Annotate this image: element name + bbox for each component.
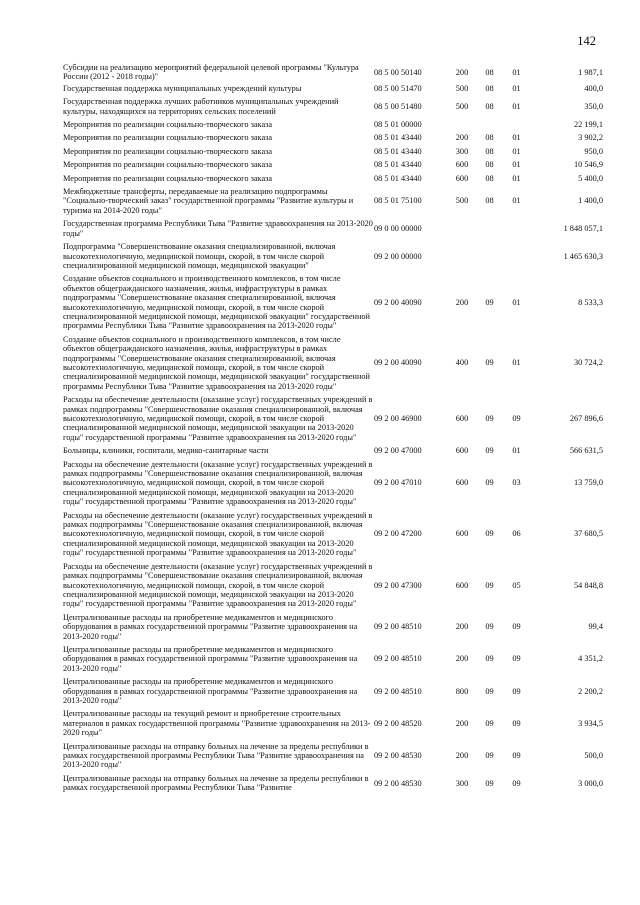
row-name-cell: Подпрограмма "Совершенствование оказания специализированной, включая высокотехнологичную, медицинской помощи, скорой, в том числе скорой специализированной медицинской помощи, медицинской эвакуации" <box>63 242 336 270</box>
row-name-cell: Централизованные расходы на отправку больных на лечение за пределы республики в рамках государственной программы Республики Тыва "Развитие <box>63 773 369 793</box>
row-section-cell <box>476 120 503 133</box>
row-code-cell: 08 5 01 75100 <box>374 196 422 206</box>
row-amount-cell: 566 631,5 <box>569 446 603 456</box>
table-row <box>63 160 603 173</box>
row-amount-cell: 5 400,0 <box>578 173 603 183</box>
row-expense-type-cell: 200 <box>455 654 469 664</box>
row-amount-cell: 4 351,2 <box>578 654 603 664</box>
table-row <box>63 562 603 613</box>
row-amount-cell: 1 848 057,1 <box>563 223 603 233</box>
row-code-cell: 09 2 00 00000 <box>374 251 422 261</box>
row-subsection-cell: 09 <box>512 654 521 664</box>
row-amount-cell: 3 902,2 <box>578 133 603 143</box>
row-code-cell: 08 5 01 43440 <box>374 146 422 156</box>
row-section-cell: 09 <box>485 297 494 307</box>
row-subsection-cell <box>503 242 530 274</box>
row-expense-type-cell: 500 <box>455 101 469 111</box>
row-subsection-cell: 01 <box>512 358 521 368</box>
row-amount-cell: 1 987,1 <box>578 67 603 77</box>
row-section-cell: 09 <box>485 622 494 632</box>
row-name-cell: Мероприятия по реализации социально-творческого заказа <box>63 173 273 183</box>
row-section-cell: 08 <box>485 67 494 77</box>
table-row <box>63 709 603 741</box>
row-code-cell: 09 2 00 48520 <box>374 718 422 728</box>
row-name-cell: Расходы на обеспечение деятельности (оказание услуг) государственных учреждений в рамках подпрограммы "Совершенствование оказания специализированной, включая высокотехнологичную, медицинской помощи, скорой, в том числе скорой специализированной медицинской помощи, медицинской эвакуации на 2013-2020 годы" государственной программы "Развитие здравоохранения на 2013-2020 годы" <box>63 510 373 558</box>
table-row <box>63 511 603 562</box>
row-name-cell: Централизованные расходы на приобретение медикаментов и медицинского оборудования в рамках государственной программы "Развитие здравоохранения на 2013-2020 годы" <box>63 612 358 641</box>
row-section-cell: 08 <box>485 173 494 183</box>
row-expense-type-cell: 800 <box>455 686 469 696</box>
row-code-cell: 09 2 00 47010 <box>374 478 422 488</box>
row-code-cell: 08 5 01 43440 <box>374 133 422 143</box>
table-row <box>63 446 603 459</box>
row-subsection-cell: 01 <box>512 297 521 307</box>
table-row <box>63 219 603 242</box>
row-amount-cell: 10 546,9 <box>573 160 603 170</box>
row-section-cell: 08 <box>485 133 494 143</box>
row-section-cell <box>476 219 503 242</box>
row-expense-type-cell: 600 <box>455 529 469 539</box>
row-section-cell: 08 <box>485 196 494 206</box>
row-name-cell: Субсидии на реализацию мероприятий федеральной целевой программы "Культура России (2012 - 2018 годы)" <box>63 63 359 82</box>
row-section-cell: 09 <box>485 478 494 488</box>
row-section-cell: 08 <box>485 160 494 170</box>
row-section-cell: 09 <box>485 446 494 456</box>
row-name-cell: Централизованные расходы на текущий ремонт и приобретение строительных материалов в рамках государственной программы "Развитие здравоохранения на 2013-2020 годы" <box>63 709 371 738</box>
row-amount-cell: 2 200,2 <box>578 686 603 696</box>
row-amount-cell: 3 000,0 <box>578 778 603 788</box>
row-expense-type-cell: 600 <box>455 580 469 590</box>
row-subsection-cell: 09 <box>512 751 521 760</box>
row-name-cell: Создание объектов социального и производственного комплексов, в том числе объектов общегражданского назначения, жилья, инфраструктуры в рамках подпрограммы "Совершенствование оказания специализированной, включая высокотехнологичную, медицинской помощи, скорой, в том числе скорой специализированной медицинской помощи, медицинской эвакуации" государственной программы Республики Тыва "Развитие здравоохранения на 2013-2020 годы" <box>63 274 370 331</box>
row-expense-type-cell: 600 <box>455 414 469 423</box>
row-amount-cell: 37 680,5 <box>573 529 603 539</box>
row-code-cell: 09 2 00 47000 <box>374 446 422 456</box>
row-amount-cell: 950,0 <box>584 146 603 156</box>
row-code-cell: 09 2 00 46900 <box>374 414 422 423</box>
table-row <box>63 174 603 187</box>
row-code-cell: 09 2 00 47200 <box>374 529 422 539</box>
row-expense-type-cell: 300 <box>455 146 469 156</box>
table-row <box>63 97 603 120</box>
row-expense-type-cell <box>448 219 476 242</box>
page-number: 142 <box>577 34 596 48</box>
row-subsection-cell: 06 <box>512 529 521 539</box>
row-expense-type-cell: 600 <box>455 173 469 183</box>
row-amount-cell: 8 533,3 <box>578 297 603 307</box>
table-row <box>63 774 603 797</box>
row-expense-type-cell: 200 <box>455 751 469 760</box>
row-subsection-cell: 01 <box>512 446 521 456</box>
row-section-cell: 09 <box>485 654 494 664</box>
row-name-cell: Централизованные расходы на приобретение медикаментов и медицинского оборудования в рамках государственной программы "Развитие здравоохранения на 2013-2020 годы" <box>63 677 358 705</box>
row-section-cell: 08 <box>485 83 494 93</box>
row-name-cell: Больницы, клиники, госпитали, медико-санитарные части <box>63 446 269 456</box>
row-code-cell: 09 2 00 48530 <box>374 778 422 788</box>
table-row <box>63 335 603 395</box>
row-subsection-cell: 01 <box>512 160 521 170</box>
row-expense-type-cell: 600 <box>455 478 469 488</box>
row-subsection-cell: 01 <box>512 67 521 77</box>
row-code-cell: 08 5 01 43440 <box>374 160 422 170</box>
row-expense-type-cell: 200 <box>455 67 469 77</box>
row-code-cell: 09 2 00 40090 <box>374 297 422 307</box>
row-expense-type-cell: 600 <box>455 446 469 456</box>
row-name-cell: Создание объектов социального и производственного комплексов, в том числе объектов общегражданского назначения, жилья, инфраструктуры в рамках подпрограммы "Совершенствование оказания специализированной, включая высокотехнологичную, медицинской помощи, скорой, в том числе скорой специализированной медицинской помощи, медицинской эвакуации" государственной программы Республики Тыва "Развитие здравоохранения на 2013-2020 годы" <box>63 334 370 391</box>
budget-table-body <box>63 63 603 797</box>
row-section-cell: 09 <box>485 529 494 539</box>
row-amount-cell: 500,0 <box>584 751 603 760</box>
row-subsection-cell: 01 <box>512 133 521 143</box>
row-code-cell: 09 2 00 48530 <box>374 751 422 760</box>
row-amount-cell: 54 848,8 <box>573 580 603 590</box>
row-name-cell: Расходы на обеспечение деятельности (оказание услуг) государственных учреждений в рамках подпрограммы "Совершенствование оказания специализированной, включая высокотехнологичную, медицинской помощи, скорой, в том числе скорой специализированной медицинской помощи, медицинской эвакуации на 2013-2020 годы" государственной программы "Развитие здравоохранения на 2013-2020 годы" <box>63 561 373 609</box>
row-name-cell: Расходы на обеспечение деятельности (оказание услуг) государственных учреждений в рамках подпрограммы "Совершенствование оказания специализированной, включая высокотехнологичную, медицинской помощи, скорой, в том числе скорой специализированной медицинской помощи, медицинской эвакуации на 2013-2020 годы" государственной программы "Развитие здравоохранения на 2013-2020 годы" <box>63 395 373 442</box>
row-name-cell: Мероприятия по реализации социально-творческого заказа <box>63 133 273 143</box>
table-row <box>63 395 603 446</box>
row-amount-cell: 22 199,1 <box>573 120 603 130</box>
row-subsection-cell: 01 <box>512 173 521 183</box>
row-expense-type-cell <box>448 120 476 133</box>
row-section-cell: 09 <box>485 718 494 728</box>
row-name-cell: Централизованные расходы на приобретение медикаментов и медицинского оборудования в рамках государственной программы "Развитие здравоохранения на 2013-2020 годы" <box>63 644 358 673</box>
row-expense-type-cell: 200 <box>455 297 469 307</box>
row-expense-type-cell: 500 <box>455 196 469 206</box>
row-code-cell: 08 5 00 51480 <box>374 101 422 111</box>
row-name-cell: Государственная программа Республики Тыва "Развитие здравоохранения на 2013-2020 годы" <box>63 219 373 238</box>
row-section-cell: 09 <box>485 778 494 788</box>
row-amount-cell: 1 400,0 <box>578 196 603 206</box>
row-name-cell: Централизованные расходы на отправку больных на лечение за пределы республики в рамках государственной программы Республики Тыва "Развитие здравоохранения на 2013-2020 годы" <box>63 741 369 770</box>
row-name-cell: Расходы на обеспечение деятельности (оказание услуг) государственных учреждений в рамках подпрограммы "Совершенствование оказания специализированной, включая высокотехнологичную, медицинской помощи, скорой, в том числе скорой специализированной медицинской помощи, медицинской эвакуации на 2013-2020 годы" государственной программы "Развитие здравоохранения на 2013-2020 годы" <box>63 459 373 507</box>
row-code-cell: 09 2 00 40090 <box>374 358 422 368</box>
row-code-cell: 09 2 00 48510 <box>374 622 422 632</box>
table-row <box>63 187 603 219</box>
row-expense-type-cell: 200 <box>455 718 469 728</box>
table-row <box>63 147 603 160</box>
row-code-cell: 09 0 00 00000 <box>374 223 422 233</box>
table-row <box>63 677 603 709</box>
row-subsection-cell: 09 <box>512 718 521 728</box>
row-amount-cell: 1 465 630,3 <box>563 251 603 261</box>
row-name-cell: Государственная поддержка муниципальных учреждений культуры <box>63 83 302 93</box>
row-expense-type-cell: 200 <box>455 622 469 632</box>
table-row <box>63 742 603 774</box>
row-section-cell: 09 <box>485 751 494 760</box>
row-code-cell: 08 5 00 51470 <box>374 83 422 93</box>
row-subsection-cell: 01 <box>512 83 521 93</box>
row-section-cell: 09 <box>485 686 494 696</box>
row-subsection-cell: 03 <box>512 478 521 488</box>
table-row <box>63 133 603 146</box>
table-row <box>63 645 603 677</box>
row-subsection-cell: 09 <box>512 778 521 788</box>
row-subsection-cell: 09 <box>512 414 521 423</box>
table-row <box>63 460 603 511</box>
row-name-cell: Мероприятия по реализации социально-творческого заказа <box>63 146 273 156</box>
row-amount-cell: 13 759,0 <box>573 478 603 488</box>
row-name-cell: Мероприятия по реализации социально-творческого заказа <box>63 160 273 170</box>
row-code-cell: 08 5 01 00000 <box>374 120 422 130</box>
table-row <box>63 120 603 133</box>
table-row <box>63 274 603 334</box>
row-amount-cell: 350,0 <box>584 101 603 111</box>
row-section-cell: 08 <box>485 101 494 111</box>
row-subsection-cell <box>503 120 530 133</box>
row-subsection-cell <box>503 219 530 242</box>
row-section-cell: 08 <box>485 146 494 156</box>
row-amount-cell: 3 934,5 <box>578 718 603 728</box>
row-expense-type-cell <box>448 242 476 274</box>
row-expense-type-cell: 200 <box>455 133 469 143</box>
budget-table <box>63 63 603 797</box>
row-amount-cell: 99,4 <box>588 622 603 632</box>
row-amount-cell: 30 724,2 <box>573 358 603 368</box>
row-expense-type-cell: 600 <box>455 160 469 170</box>
row-subsection-cell: 09 <box>512 686 521 696</box>
row-section-cell: 09 <box>485 358 494 368</box>
row-section-cell: 09 <box>485 414 494 423</box>
row-amount-cell: 267 896,6 <box>569 414 603 423</box>
row-subsection-cell: 01 <box>512 101 521 111</box>
row-expense-type-cell: 400 <box>455 358 469 368</box>
row-subsection-cell: 01 <box>512 146 521 156</box>
row-expense-type-cell: 500 <box>455 83 469 93</box>
row-code-cell: 08 5 00 50140 <box>374 67 422 77</box>
table-row <box>63 63 603 84</box>
row-name-cell: Государственная поддержка лучших работников муниципальных учреждений культуры, находящихся на территориях сельских поселений <box>63 97 339 116</box>
table-row <box>63 613 603 645</box>
row-code-cell: 08 5 01 43440 <box>374 173 422 183</box>
row-subsection-cell: 05 <box>512 580 521 590</box>
row-amount-cell: 400,0 <box>584 83 603 93</box>
row-section-cell <box>476 242 503 274</box>
row-code-cell: 09 2 00 47300 <box>374 580 422 590</box>
row-subsection-cell: 09 <box>512 622 521 632</box>
table-row <box>63 242 603 274</box>
row-section-cell: 09 <box>485 580 494 590</box>
row-name-cell: Мероприятия по реализации социально-творческого заказа <box>63 120 273 130</box>
row-code-cell: 09 2 00 48510 <box>374 654 422 664</box>
table-row <box>63 84 603 97</box>
row-name-cell: Межбюджетные трансферты, передаваемые на реализацию подпрограммы "Социально-творческий заказ" государственной программы "Развитие культуры и туризма на 2014-2020 годы" <box>63 187 354 215</box>
row-subsection-cell: 01 <box>512 196 521 206</box>
row-expense-type-cell: 300 <box>455 778 469 788</box>
row-code-cell: 09 2 00 48510 <box>374 686 422 696</box>
